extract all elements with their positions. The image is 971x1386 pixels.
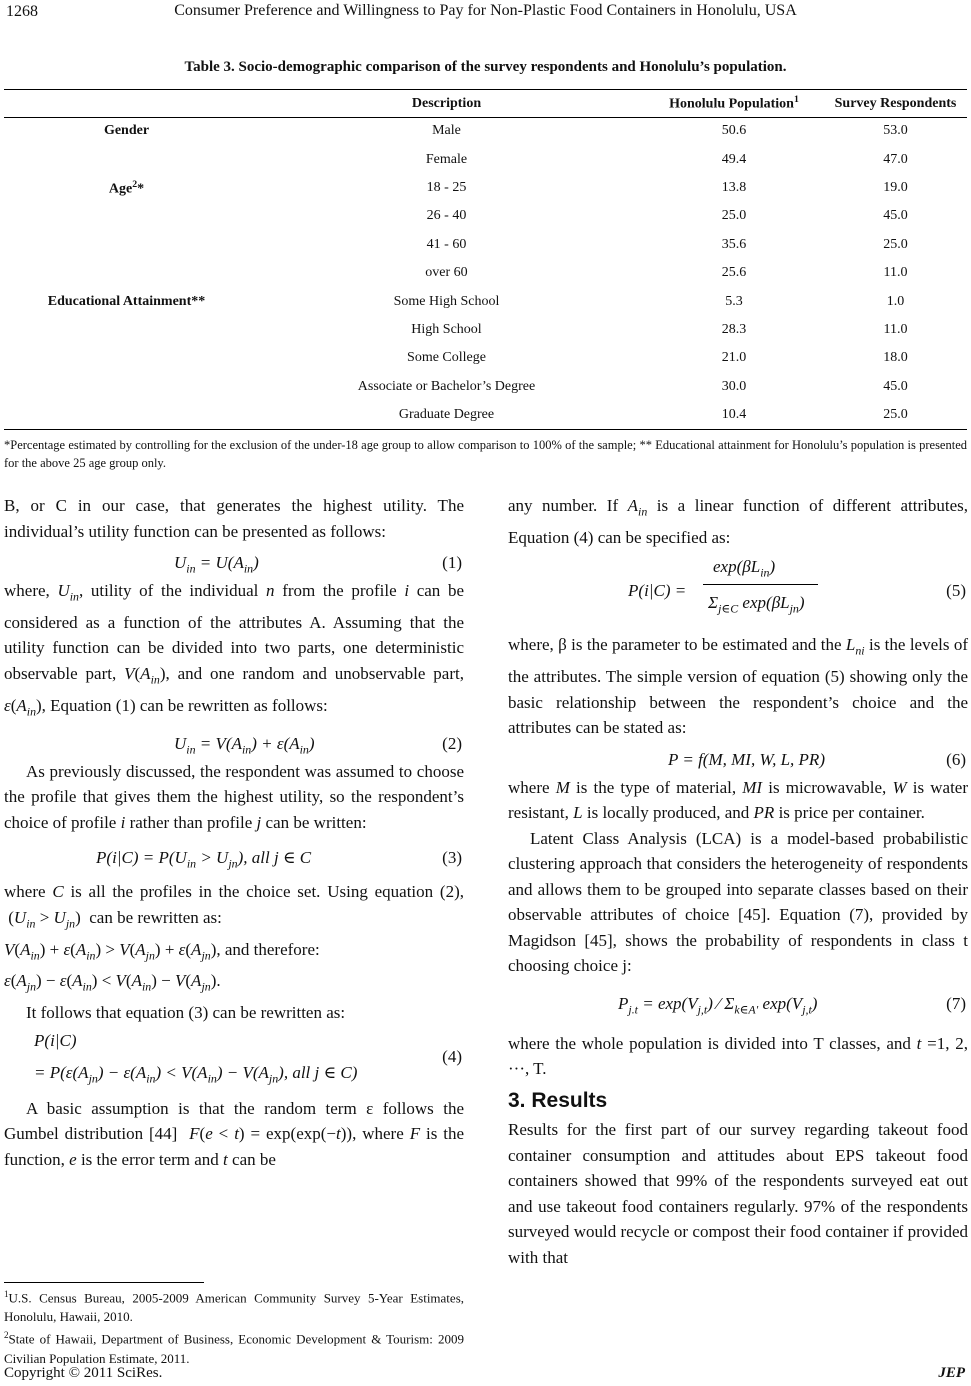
equation-3: $P(i|C) = P(U_{in} > U_{jn})$, all j ∈ C (3) [96,848,462,871]
row-respondents: 11.0 [883,265,908,281]
table-row [4,401,967,429]
footnote-2: $^2$State of Hawaii, Department of Business, Economic Development & Tourism: 2009 Civilian Population Estimate, 2011. [4,1330,464,1366]
paragraph: any number. If $A_{in}$ is a linear function of different attributes, Equation (4) can be specified as: [508,496,969,547]
demographics-table [4,90,967,429]
row-description: 18 - 25 [426,179,467,195]
row-population: 49.4 [721,151,747,167]
row-description: 41 - 60 [426,236,467,252]
row-population: 35.6 [721,236,747,252]
row-description: Female [425,151,468,167]
row-population: 30.0 [721,378,747,394]
table-row [4,344,967,372]
row-respondents: 11.0 [883,321,908,337]
paragraph: where, β is the parameter to be estimated and the $L_{ni}$ is the levels of the attributes. The simple version of equation (5) showing only the basic relationship between the respondent’s choice and the attributes can be stated as: [508,635,968,738]
header-category [4,90,249,117]
row-description: 26 - 40 [426,208,467,224]
row-description: Male [432,123,461,139]
row-respondents: 25.0 [883,236,908,252]
row-category: Educational Attainment** [47,293,206,309]
row-respondents: 1.0 [886,293,905,309]
row-population: 50.6 [721,123,747,139]
row-population: 25.0 [721,208,747,224]
table-row [4,287,967,315]
copyright: Copyright © 2011 SciRes. [4,1365,163,1381]
paragraph: Latent Class Analysis (LCA) is a model-based probabilistic clustering approach that considers the heterogeneity of respondents and allows them to be grouped into separate classes based on their observable attributes of choice [45]. Equation (7), provided by Magidson [45], shows the probability of respondents in class t choosing choice j: [508,828,968,976]
row-description: Graduate Degree [398,407,495,423]
table-row [4,202,967,230]
paragraph: where the whole population is divided into T classes, and t =1, 2, ···, T. [508,1033,969,1079]
row-respondents: 45.0 [883,208,908,224]
journal-abbrev: JEP [938,1365,965,1381]
row-respondents: 45.0 [883,378,908,394]
row-category [4,259,249,287]
paragraph: A basic assumption is that the random term ε follows the Gumbel distribution [44] F(e < t) = exp(exp(−t)), where F is the function, e is the error term and t can be [4,1098,465,1169]
equation-2: $U_{in} = V(A_{in}) + \varepsilon(A_{in})$ (2) [174,733,462,757]
row-category [4,401,249,429]
running-title: Consumer Preference and Willingness to Pay for Non-Plastic Food Containers in Honolulu, USA [174,2,797,19]
paragraph: B, or C in our case, that generates the highest utility. The individual’s utility function can be presented as follows: [4,496,464,541]
row-description: Some High School [393,293,500,309]
row-population: 28.3 [721,321,747,337]
table-header-row [4,90,967,117]
table-row [4,316,967,344]
table-note: *Percentage estimated by controlling for the exclusion of the under-18 age group to allow comparison to 100% of the sample; ** Educational attainment for Honolulu’s population is presented for the above 25 age group only. [4,438,967,470]
paragraph: Results for the first part of our survey regarding takeout food container consumption and attitudes about EPS takeout food containers showed that 99% of the respondents surveyed eat out and use takeout food containers regularly. 97% of the respondents surveyed would recycle or compost their food container if provided with that [508,1120,968,1267]
row-category [4,373,249,401]
row-category [4,344,249,372]
row-respondents: 18.0 [883,350,908,366]
equation-5: P(i|C) = $\exp(\beta L_{in})$ $\Sigma_{j\in C}$ $\exp(\beta L_{jn})$ (5) [628,557,966,616]
table-caption: Table 3. Socio-demographic comparison of the survey respondents and Honolulu’s population. [184,59,787,75]
header-description: Description [411,95,482,111]
row-respondents: 53.0 [883,123,908,139]
row-description: Associate or Bachelor’s Degree [357,378,536,394]
row-respondents: 47.0 [883,151,908,167]
row-population: 5.3 [725,293,743,309]
row-description: over 60 [425,265,468,281]
row-description: High School [411,321,482,337]
row-population: 21.0 [721,350,747,366]
table-row [4,117,967,145]
row-description: Some College [407,350,486,366]
row-category [4,316,249,344]
row-category: Age$^2$* [108,178,145,197]
equation-4: P(i|C) = $P(\varepsilon(A_{jn}) - \varepsilon(A_{in}) < V(A_{in}) - V(A_{jn})$, all j ∈ C) (4) [34,1030,462,1086]
table-row [4,259,967,287]
footnotes [4,1285,464,1368]
equation-6: P = f(M, MI, W, L, PR) (6) [668,749,966,769]
row-respondents: 25.0 [883,407,908,423]
row-population: 25.6 [721,265,747,281]
page-number: 1268 [6,3,38,20]
header-respondents: Survey Respondents [834,95,957,111]
row-population: 10.4 [721,407,747,423]
row-respondents: 19.0 [883,179,908,195]
paragraph: where C is all the profiles in the choice set. Using equation (2), $(U_{in} > U_{jn})$ can be rewritten as: $V(A_{in}) + \varepsilon(A_{in}) > V(A_{jn}) + \varepsilon(A_{jn})$, and therefore: $\varepsilon(A_{jn}) - \varepsilon(A_{in}) < V(A_{in}) - V(A_{jn})$. [4,882,464,994]
paragraph: It follows that equation (3) can be rewritten as: [26,1003,346,1023]
footnote-1: $^1$U.S. Census Bureau, 2005-2009 American Community Survey 5-Year Estimates, Honolulu, Hawaii, 2010. [4,1289,464,1325]
paragraph: where, $U_{in}$, utility of the individual n from the profile i can be considered as a function of the attributes A. Assuming that the utility function can be divided into two parts, one deterministic observable part, $V(A_{in})$, and one random and unobservable part, $\varepsilon(A_{in})$, Equation (1) can be rewritten as follows: [4,581,465,719]
table-row [4,174,967,202]
paragraph: As previously discussed, the respondent was assumed to choose the profile that gives them the highest utility, so the respondent’s choice of profile i rather than profile j can be written: [4,761,464,832]
table-row [4,145,967,173]
row-category [4,202,249,230]
header-population: Honolulu Population$^1$ [669,94,799,112]
left-column [4,493,464,1172]
equation-7: $P_{j.t} = \exp(V_{j,t})$ ⁄ $\Sigma_{k\in A'}$ $\exp(V_{j,t})$ (7) [618,993,966,1017]
paragraph: where M is the type of material, MI is microwavable, W is water resistant, L is locally produced, and PR is price per container. [508,777,969,823]
row-category [4,145,249,173]
row-category [4,231,249,259]
section-heading: 3. Results [508,1088,608,1112]
right-column [508,493,968,1270]
row-category: Gender [103,123,150,139]
row-population: 13.8 [721,179,747,195]
footnote-rule [4,1282,204,1283]
table-row [4,231,967,259]
equation-1: $U_{in} = U(A_{in})$ (1) [174,553,462,576]
table-row [4,373,967,401]
